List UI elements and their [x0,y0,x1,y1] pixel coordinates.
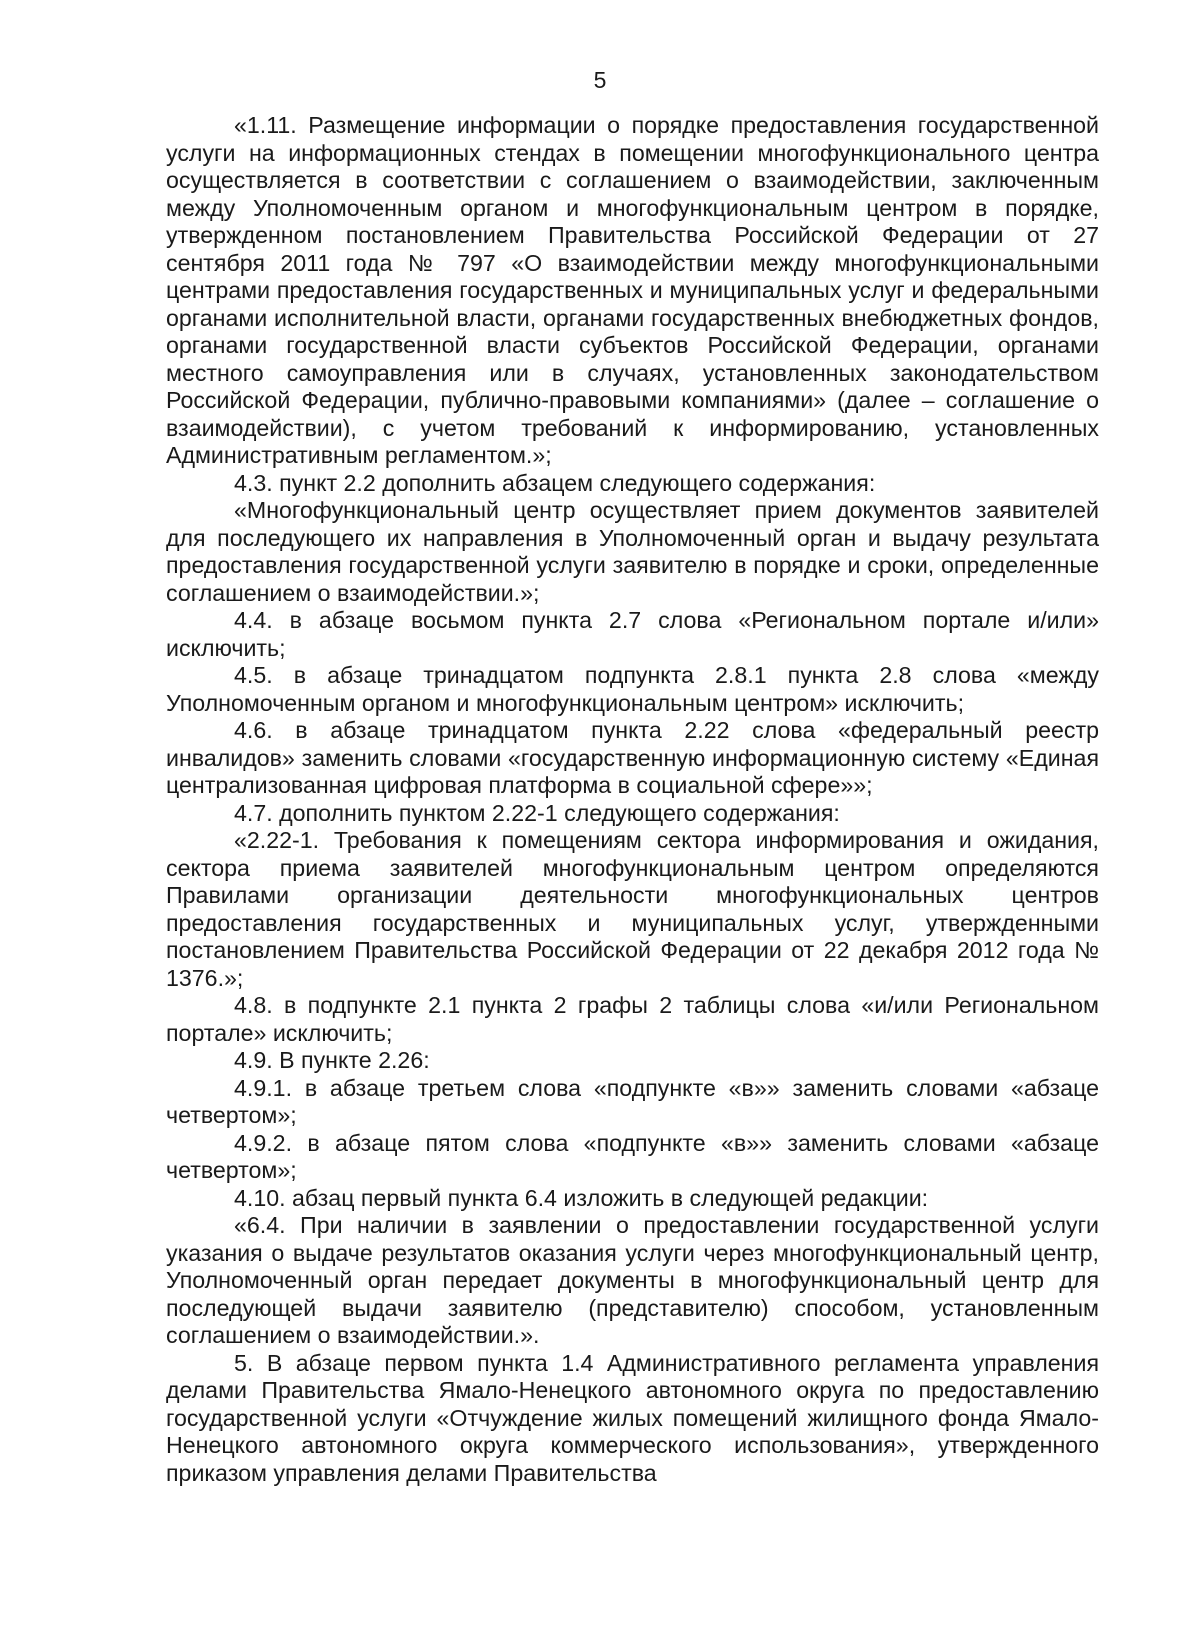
paragraph-5: 5. В абзаце первом пункта 1.4 Административного регламента управления делами Правительства Ямало-Ненецкого автономного округа по предоставлению государственной услуги «Отчуждение жилых помещений жилищного фонда Ямало-Ненецкого автономного округа коммерческого использования», утвержденного приказом управления делами Правительства [166,1349,1099,1486]
paragraph-1-11-placement: «1.11. Размещение информации о порядке предоставления государственной услуги на информационных стендах в помещении многофункционального центра осуществляется в соответствии с соглашением о взаимодействии, заключенным между Уполномоченным органом и многофункциональным центром в порядке, утвержденном постановлением Правительства Российской Федерации от 27 сентября 2011 года № 797 «О взаимодействии между многофункциональными центрами предоставления государственных и муниципальных услуг и федеральными органами исполнительной власти, органами государственных внебюджетных фондов, органами государственной власти субъектов Российской Федерации, органами местного самоуправления или в случаях, установленных законодательством Российской Федерации, публично-правовыми компаниями» (далее – соглашение о взаимодействии), с учетом требований к информированию, установленных Административным регламентом.»; [166,112,1099,468]
page-number: 5 [593,67,607,93]
paragraph-4-6: 4.6. в абзаце тринадцатом пункта 2.22 слова «федеральный реестр инвалидов» заменить словами «государственную информационную систему «Единая централизованная цифровая платформа в социальной сфере»»; [166,717,1099,798]
paragraph-4-5: 4.5. в абзаце тринадцатом подпункта 2.8.1 пункта 2.8 слова «между Уполномоченным органом и многофункциональным центром» исключить; [166,662,1099,716]
paragraph-4-8: 4.8. в подпункте 2.1 пункта 2 графы 2 таблицы слова «и/или Региональном портале» исключить; [166,992,1099,1046]
paragraph-4-9-1: 4.9.1. в абзаце третьем слова «подпункте «в»» заменить словами «абзаце четвертом»; [166,1074,1099,1128]
paragraph-6-4: «6.4. При наличии в заявлении о предоставлении государственной услуги указания о выдаче результатов оказания услуги через многофункциональный центр, Уполномоченный орган передает документы в многофункциональный центр для последующей выдачи заявителю (представителю) способом, установленным соглашением о взаимодействии.». [166,1212,1099,1348]
paragraph-4-10: 4.10. абзац первый пункта 6.4 изложить в следующей редакции: [234,1184,929,1211]
paragraph-4-9-2: 4.9.2. в абзаце пятом слова «подпункте «в»» заменить словами «абзаце четвертом»; [166,1129,1099,1183]
document-body [166,112,1099,1487]
paragraph-2-22-1: «2.22-1. Требования к помещениям сектора информирования и ожидания, сектора приема заявителей многофункциональным центром определяются Правилами организации деятельности многофункциональных центров предоставления государственных и муниципальных услуг, утвержденными постановлением Правительства Российской Федерации от 22 декабря 2012 года № 1376.»; [166,827,1099,991]
paragraph-4-4: 4.4. в абзаце восьмом пункта 2.7 слова «Региональном портале и/или» исключить; [166,607,1099,661]
paragraph-4-7: 4.7. дополнить пунктом 2.22-1 следующего содержания: [234,799,840,826]
paragraph-4-9: 4.9. В пункте 2.26: [234,1047,430,1073]
paragraph-mfc-reception: «Многофункциональный центр осуществляет прием документов заявителей для последующего их направления в Уполномоченный орган и выдачу результата предоставления государственной услуги заявителю в порядке и сроки, определенные соглашением о взаимодействии.»; [166,497,1099,606]
paragraph-4-3: 4.3. пункт 2.2 дополнить абзацем следующего содержания: [234,469,876,496]
